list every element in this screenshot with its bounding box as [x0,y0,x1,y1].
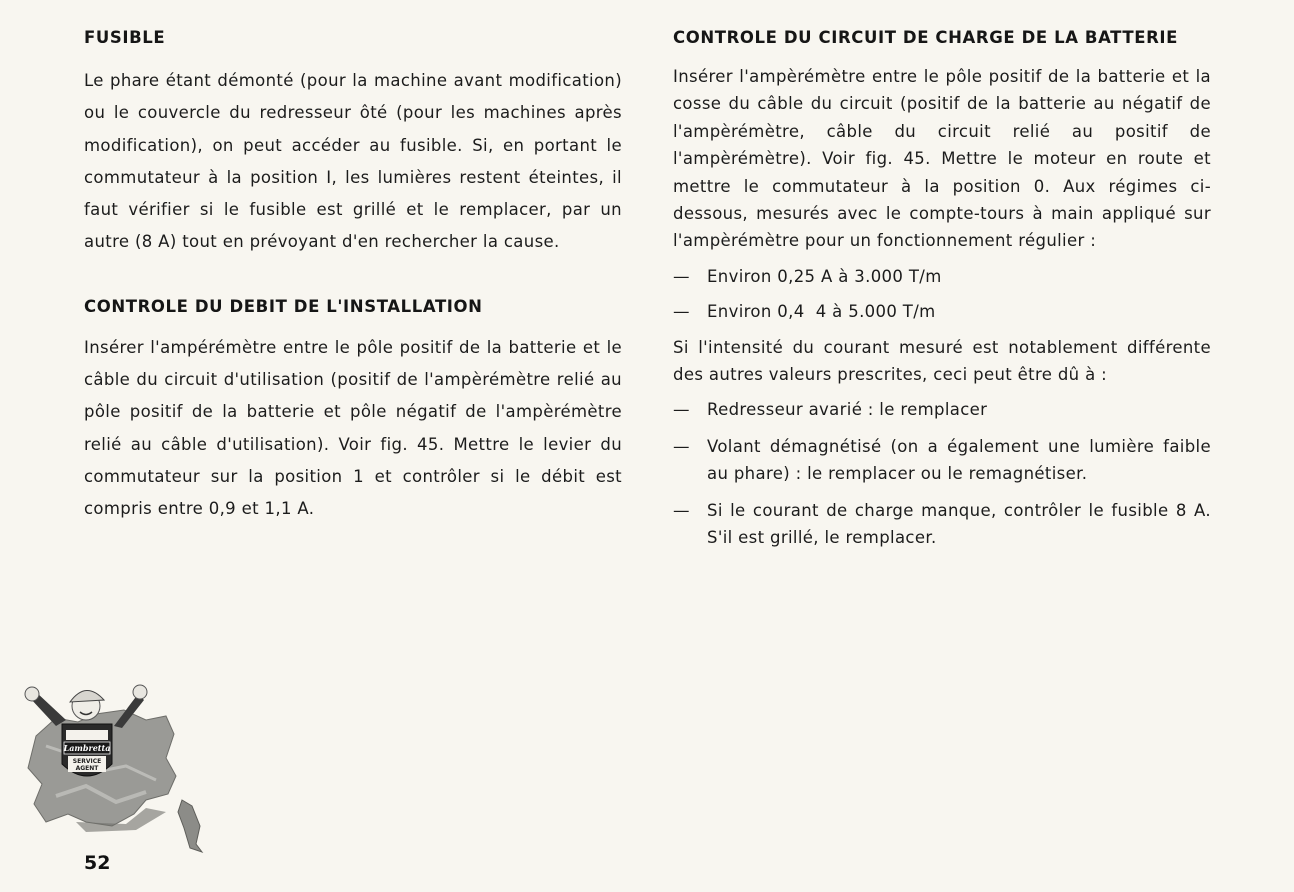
value-text: Environ 0,25 A à 3.000 T/m [707,266,942,286]
value-text: Environ 0,4 4 à 5.000 T/m [707,302,936,322]
charge-heading: CONTROLE DU CIRCUIT DE CHARGE DE LA BATTERIE [673,28,1179,47]
page-number: 52 [84,852,111,874]
charge-paragraph-2: Si l'intensité du courant mesuré est notablement différente des autres valeurs prescrites, ceci peut être dû à : [673,337,1211,385]
charge-paragraph: Insérer l'ampèrémètre entre le pôle positif de la batterie et la cosse du câble du circuit (positif de la batterie au négatif de l'ampèrémètre, câble du circuit relié au positif de l'ampèrémètre). Voir fig. 45. Mettre le moteur en route et mettre le commutateur à la position 0. Aux régimes ci-dessous, mesurés avec le compte-tours à main appliqué sur l'ampèrémètre pour un fonctionnement régulier : [673,67,1211,251]
debit-heading: CONTROLE DU DEBIT DE L'INSTALLATION [84,296,483,316]
fusible-paragraph: Le phare étant démonté (pour la machine avant modification) ou le couvercle du redresseur ôté (pour les machines après modification), on peut accéder au fusible. Si, en portant le commutateur à la position I, les lumières restent éteintes, il faut vérifier si le fusible est grillé et le remplacer, par un autre (8 A) tout en prévoyant d'en rechercher la cause. [84,71,622,252]
mechanic-map-illustration [16,676,208,856]
dash-marker: — [673,436,690,456]
logo-service-text: SERVICE [72,758,102,765]
dash-marker: — [673,266,690,286]
dash-marker: — [673,500,690,520]
debit-paragraph: Insérer l'ampérémètre entre le pôle positif de la batterie et le câble du circuit d'utilisation (positif de l'ampèrémètre relié au pôle positif de la batterie et pôle négatif de l'ampèrémètre relié au câble d'utilisation). Voir fig. 45. Mettre le levier du commutateur sur la position 1 et contrôler si le débit est compris entre 0,9 et 1,1 A. [84,337,622,519]
left-column [84,28,622,526]
value-item [673,263,1211,290]
cause-item [673,396,1211,423]
value-item [673,298,1211,325]
cause-text: Volant démagnétisé (on a également une lumière faible au phare) : le remplacer ou le remagnétiser. [707,436,1211,484]
logo-agent-text: AGENT [75,765,99,772]
dash-marker: — [673,302,690,322]
cause-text: Si le courant de charge manque, contrôler le fusible 8 A. S'il est grillé, le remplacer. [707,500,1211,548]
right-column [673,28,1211,552]
logo-brand-text: Lambretta [63,743,111,753]
cause-item [673,433,1211,488]
fusible-heading: FUSIBLE [84,28,166,47]
cause-text: Redresseur avarié : le remplacer [707,400,988,420]
cause-item [673,497,1211,552]
service-agent-logo [16,676,208,856]
dash-marker: — [673,400,690,420]
